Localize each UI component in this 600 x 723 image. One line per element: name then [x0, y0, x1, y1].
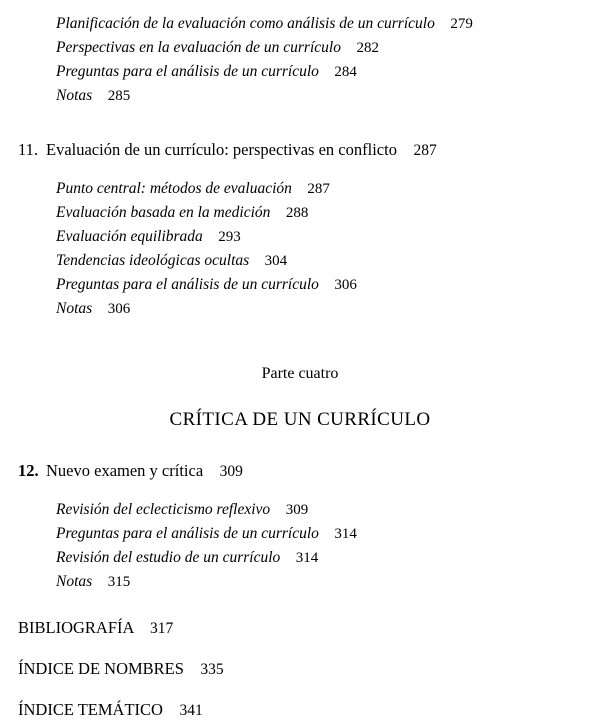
spacer — [0, 433, 600, 455]
toc-page-number: 287 — [413, 142, 437, 159]
toc-subentry-title: Notas — [56, 87, 93, 104]
toc-subentry-group-ch12 — [0, 498, 600, 594]
toc-chapter-12 — [0, 459, 600, 484]
toc-subentry-title: Tendencias ideológicas ocultas — [56, 252, 250, 269]
spacer — [0, 108, 600, 134]
toc-subentry-group-top — [0, 12, 600, 108]
chapter-number: 12. — [18, 461, 39, 480]
toc-backmatter-bibliografia — [0, 616, 600, 641]
part-label: Parte cuatro — [261, 365, 339, 382]
toc-page-number: 309 — [285, 502, 309, 518]
toc-page-number: 284 — [334, 64, 357, 80]
list-item — [0, 522, 600, 546]
list-item — [0, 498, 600, 522]
toc-subentry-title: Preguntas para el análisis de un currículo — [56, 525, 319, 542]
spacer — [0, 385, 600, 407]
list-item — [0, 60, 600, 84]
spacer — [0, 345, 600, 363]
toc-page-number: 315 — [107, 574, 131, 590]
list-item — [0, 546, 600, 570]
chapter-number: 11. — [18, 140, 39, 159]
toc-page-number: 317 — [150, 620, 174, 637]
spacer — [0, 682, 600, 698]
toc-page-number: 341 — [179, 702, 203, 719]
list-item — [0, 273, 600, 297]
list-item — [0, 297, 600, 321]
toc-subentry-title: Planificación de la evaluación como análisis de un currículo — [56, 15, 435, 32]
list-item — [0, 177, 600, 201]
part-heading: CRÍTICA DE UN CURRÍCULO — [169, 409, 431, 430]
spacer — [0, 163, 600, 177]
toc-chapter-11 — [0, 138, 600, 163]
toc-page-number: 314 — [334, 526, 357, 542]
toc-backmatter-indice-tematico — [0, 698, 600, 723]
toc-page-number: 309 — [219, 463, 243, 480]
toc-page-number: 287 — [307, 181, 330, 197]
spacer — [0, 321, 600, 345]
toc-page-number: 306 — [107, 301, 131, 317]
list-item — [0, 570, 600, 594]
chapter-title: Evaluación de un currículo: perspectivas en conflicto — [46, 140, 397, 159]
toc-backmatter-indice-nombres — [0, 657, 600, 682]
toc-page-number: 285 — [107, 88, 131, 104]
toc-subentry-title: Evaluación equilibrada — [56, 228, 203, 245]
toc-subentry-title: Preguntas para el análisis de un currículo — [56, 63, 319, 80]
list-item — [0, 225, 600, 249]
spacer — [0, 641, 600, 657]
toc-subentry-title: Preguntas para el análisis de un currículo — [56, 276, 319, 293]
toc-page-number: 306 — [334, 277, 357, 293]
toc-page-number: 288 — [285, 205, 309, 221]
spacer — [0, 484, 600, 498]
list-item — [0, 201, 600, 225]
toc-subentry-title: Punto central: métodos de evaluación — [56, 180, 292, 197]
list-item — [0, 12, 600, 36]
backmatter-title: BIBLIOGRAFÍA — [18, 618, 134, 637]
toc-subentry-title: Evaluación basada en la medición — [56, 204, 271, 221]
backmatter-title: ÍNDICE DE NOMBRES — [18, 659, 184, 678]
toc-page-number: 304 — [264, 253, 288, 269]
list-item — [0, 249, 600, 273]
top-spacer — [0, 0, 600, 12]
toc-subentry-group-ch11 — [0, 177, 600, 321]
spacer — [0, 594, 600, 616]
list-item — [0, 36, 600, 60]
toc-subentry-title: Notas — [56, 300, 93, 317]
toc-subentry-title: Revisión del eclecticismo reflexivo — [56, 501, 271, 518]
toc-subentry-title: Notas — [56, 573, 93, 590]
chapter-title: Nuevo examen y crítica — [46, 461, 204, 480]
backmatter-title: ÍNDICE TEMÁTICO — [18, 700, 163, 719]
toc-subentry-title: Perspectivas en la evaluación de un currículo — [56, 39, 341, 56]
list-item — [0, 84, 600, 108]
toc-page-number: 314 — [295, 550, 319, 566]
toc-page-number: 279 — [450, 16, 473, 32]
toc-page-number: 293 — [218, 229, 241, 245]
toc-page-number: 282 — [356, 40, 379, 56]
toc-page-number: 335 — [200, 661, 224, 678]
toc-subentry-title: Revisión del estudio de un currículo — [56, 549, 281, 566]
